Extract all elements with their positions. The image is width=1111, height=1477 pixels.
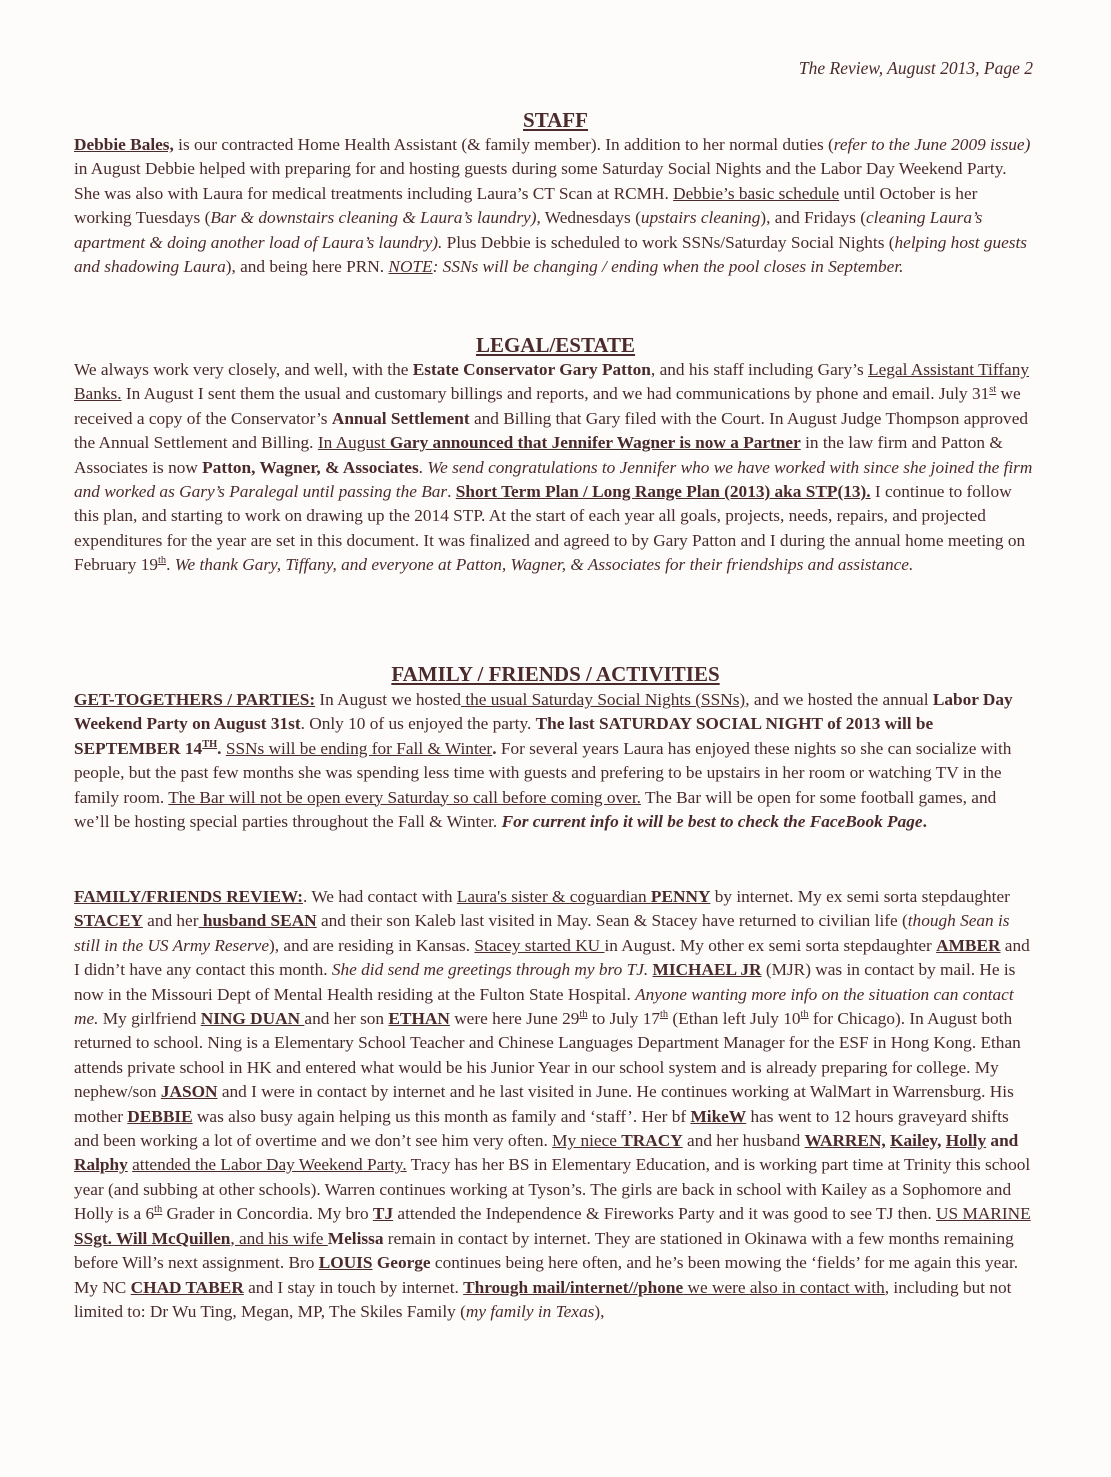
text-run: . [418,457,428,477]
text-run: and I didn’t have any contact this month. [74,935,1030,980]
text-run: Bar & downstairs cleaning & Laura’s laundry), [210,208,541,228]
text-run: : SSNs will be changing / ending when the pool closes in September. [432,257,904,277]
text-run: and her husband [682,1131,805,1151]
text-run: Debbie Bales, [74,135,174,154]
text-run: MikeW [690,1106,747,1126]
text-run: Patton, Wagner, & Associates [202,457,419,477]
text-run: JASON [160,1082,218,1102]
text-run: has went to 12 hours graveyard shifts and been working a lot of overtime and we don’t see him very often. [74,1106,1009,1151]
text-run: FAMILY/FRIENDS REVIEW: [74,887,304,906]
text-run: ), [594,1301,605,1321]
text-run: Legal Assistant Tiffany Banks. [74,360,1030,404]
text-run: remain in contact by internet. They are stationed in Okinawa with a few months remaining before Will’s next assignment. Bro [74,1228,1014,1273]
legal-paragraph [74,358,1034,578]
text-run: and [986,1131,1019,1151]
text-run: The Bar will be open for some football games, and we’ll be hosting special parties throughout the Fall & Winter. [74,787,997,832]
text-run: th [660,1009,669,1021]
text-run: Short Term Plan / Long Range Plan (2013) aka STP(13). [455,482,871,502]
text-run: ), and being here PRN. [225,257,389,277]
text-run: and her son [304,1009,389,1029]
text-run: though Sean is still in the US Army Reserve [74,911,1010,955]
section-title-family: FAMILY / FRIENDS / ACTIVITIES [391,662,720,686]
get-togethers-paragraph [74,688,1034,834]
text-run: CHAD TABER [130,1277,244,1297]
text-run: attended the Labor Day Weekend Party. [132,1155,407,1175]
text-run: My girlfriend [98,1009,201,1029]
text-run: SSgt. Will McQuillen [74,1228,231,1248]
text-run: For several years Laura has enjoyed these nights so she can socialize with people, but the past few months she was spending less time with guests and prefering to be upstairs in her room or watching TV in the family room. [74,738,1012,807]
text-run: , and his wife [230,1228,328,1248]
text-run: I continue to follow this plan, and starting to work on drawing up the 2014 STP. At the start of each year all goals, projects, needs, repairs, and projected expenditures for the year are set in this document. It was finalized and agreed to by Gary Patton and I during the annual home meeting on February 19 [74,482,1026,575]
text-run: Debbie’s basic schedule [673,183,840,203]
text-run: , and we hosted the annual [745,690,933,709]
text-run: LOUIS [318,1253,373,1273]
text-run: (Ethan left July 10 [668,1009,801,1029]
text-run: for Chicago). In August both returned to school. Ning is a Elementary School Teacher and Chinese Languages Department Manager for the ESF in Hong Kong. Ethan attends private school in HK and entered what would be his Junior Year in our school system and is already preparing for college. My nephew/son [74,1009,1021,1102]
text-run: TH [202,739,218,751]
text-run: NING DUAN [200,1009,305,1029]
text-run: TJ [372,1204,394,1224]
text-run: Labor Day Weekend Party on August 31st [74,690,1013,734]
text-run: th [800,1009,809,1021]
text-run: For current info it will be best to check the FaceBook Page [501,812,923,832]
text-run: . [166,555,175,575]
page-header: The Review, August 2013, Page 2 [798,58,1033,78]
text-run: husband SEAN [198,911,317,931]
text-run: In August we hosted [315,690,462,709]
text-run: to July 17 [587,1009,660,1029]
text-run: th [154,1204,163,1216]
text-run: attended the Independence & Fireworks Party and it was good to see TJ then. [393,1204,937,1224]
text-run: refer to the June 2009 issue) [833,135,1031,154]
text-run: She did send me greetings through my bro TJ. [331,960,649,980]
text-run: in August Debbie helped with preparing for and hosting guests during some Saturday Social Nights and the Labor Day Weekend Party. She was also with Laura for medical treatments including Laura’s CT Scan at RCMH. [74,159,1007,203]
text-run: PENNY [650,887,711,906]
text-run: ), and Fridays ( [760,208,866,228]
text-run: Stacey started KU [474,935,605,955]
text-run: In August [317,433,390,453]
section-title-staff: STAFF [523,108,588,132]
text-run: in August. My other ex semi sorta stepdaughter [604,935,937,955]
text-run: th [579,1009,588,1021]
staff-paragraph [74,133,1034,279]
text-run: US MARINE [936,1204,1031,1224]
text-run: until October is her working Tuesdays ( [74,183,978,228]
text-run: GET-TOGETHERS / PARTIES: [74,690,316,709]
text-run: ETHAN [388,1009,450,1029]
text-run: Laura's sister & coguardian [456,887,651,906]
text-run: ), and are residing in Kansas. [269,935,475,955]
text-run: Holly [945,1131,987,1151]
text-run: We send congratulations to Jennifer who we have worked with since she joined the firm and worked as Gary’s Paralegal until passing the Bar [74,457,1033,502]
text-run: Melissa [327,1228,384,1248]
text-run: The last SATURDAY SOCIAL NIGHT of 2013 will be SEPTEMBER 14 [74,714,934,758]
text-run: and I stay in touch by internet. [243,1277,464,1297]
text-run: STACEY [74,911,143,931]
text-run: We thank Gary, Tiffany, and everyone at Patton, Wagner, & Associates for their friendships and assistance. [174,555,914,575]
text-run: In August I sent them the usual and customary billings and reports, and we had communications by phone and email. July 31 [121,384,990,404]
text-run: and I were in contact by internet and he last visited in June. He continues working at WalMart in Warrensburg. His mother [74,1082,1014,1126]
text-run: Wednesdays ( [540,208,641,228]
text-run: my family in Texas [465,1301,595,1321]
text-run: helping host guests and shadowing Laura [74,232,1028,277]
text-run: upstairs cleaning [640,208,761,228]
text-run: SSNs will be ending for Fall & Winter [225,738,493,758]
text-run: . [217,738,222,758]
text-run: we were also in contact with [683,1277,885,1297]
text-run: . We had contact with [303,887,457,906]
text-run: . Only 10 of us enjoyed the party. [300,714,536,734]
text-run: and Billing that Gary filed with the Court. In August Judge Thompson approved the Annual Settlement and Billing. [74,408,1028,453]
text-run: MICHAEL JR [652,960,762,980]
text-run: , including but not limited to: Dr Wu Ting, Megan, MP, The Skiles Family ( [74,1277,1012,1321]
text-run: . [492,738,497,758]
text-run: NOTE [388,257,433,277]
text-run: The Bar will not be open every Saturday so call before coming over. [168,787,641,807]
text-run: continues being here often, and he’s been mowing the ‘fields’ for me again this year. My NC [74,1253,1019,1297]
text-run: was also busy again helping us this month as family and ‘staff’. Her bf [192,1106,691,1126]
text-run: TRACY [621,1131,683,1151]
text-run: Gary announced that Jennifer Wagner is now a Partner [389,433,801,453]
text-run: We always work very closely, and well, with the [74,360,413,379]
text-run: AMBER [936,935,1001,955]
text-run: by internet. My ex semi sorta stepdaughter [710,887,1010,906]
text-run: Ralphy [74,1155,128,1175]
text-run: Anyone wanting more info on the situation can contact me. [74,984,1014,1029]
text-run: we received a copy of the Conservator’s [74,384,1021,428]
text-run: cleaning Laura’s apartment & doing another load of Laura’s laundry). [74,208,983,252]
text-run: st [989,384,997,396]
text-run: is our contracted Home Health Assistant (& family member). In addition to her normal duties ( [173,135,834,154]
text-run: in the law firm and Patton & Associates is now [74,433,1003,477]
section-title-legal: LEGAL/ESTATE [475,333,636,357]
text-run: Plus Debbie is scheduled to work SSNs/Saturday Social Nights ( [442,232,895,252]
text-run: were here June 29 [449,1009,580,1029]
text-run: Through mail/internet//phone [463,1277,684,1297]
text-run: , and his staff including Gary’s [650,360,869,379]
text-run: WARREN, [804,1131,886,1151]
text-run: and their son Kaleb last visited in May. Sean & Stacey have returned to civilian life ( [316,911,908,931]
text-run: th [158,555,167,567]
text-run: Grader in Concordia. My bro [162,1204,373,1224]
text-run: Annual Settlement [331,408,470,428]
text-run: the usual Saturday Social Nights (SSNs) [461,690,746,709]
text-run: . [447,482,456,502]
text-run: and her [142,911,199,931]
text-run: (MJR) was in contact by mail. He is now in the Missouri Dept of Mental Health residing at the Fulton State Hospital. [74,960,1016,1004]
text-run: George [372,1253,431,1273]
text-run: DEBBIE [127,1106,193,1126]
text-run: Kailey, [890,1131,942,1151]
text-run: Estate Conservator Gary Patton [412,360,651,379]
family-friends-paragraph [74,885,1034,1324]
text-run: Tracy has her BS in Elementary Education, and is working part time at Trinity this school year (and subbing at other schools). Warren continues working at Tyson’s. The girls are back in school with Kailey as a Sophomore and Holly is a 6 [74,1155,1031,1224]
text-run: . [922,812,927,832]
text-run: My niece [552,1131,622,1151]
